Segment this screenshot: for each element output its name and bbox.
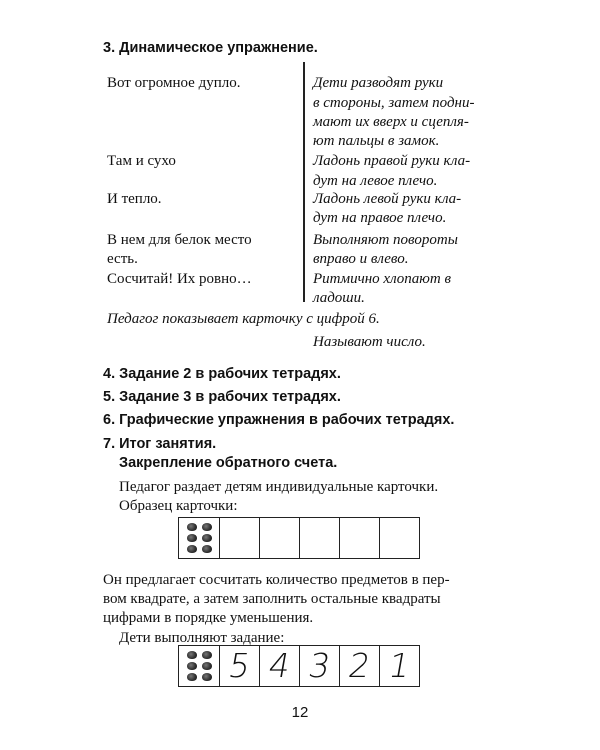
verse-line: Сосчитай! Их ровно… (107, 271, 252, 287)
acorn-icon (202, 534, 212, 542)
action-line: вправо и влево. (313, 251, 409, 267)
children-response: Называют число. (313, 334, 426, 350)
digit: 3 (305, 646, 334, 685)
acorn-icon (202, 662, 212, 670)
action-line: Ладонь левой руки кла- (313, 191, 462, 207)
acorn-icon (202, 651, 212, 659)
sample-card (178, 517, 420, 559)
verse-line: есть. (107, 251, 138, 267)
card-cell-icons (179, 646, 219, 686)
section-3-heading: 3. Динамическое упражнение. (103, 40, 318, 56)
paragraph: Дети выполняют задание: (119, 630, 285, 646)
acorn-icon (202, 545, 212, 553)
action-line: Выполняют повороты (313, 232, 458, 248)
acorn-icons (187, 651, 212, 681)
action-line: дут на правое плечо. (313, 210, 447, 226)
digit: 1 (385, 646, 414, 685)
card-cell-empty (219, 518, 259, 558)
task-5: 5. Задание 3 в рабочих тетрадях. (103, 389, 341, 405)
card-cell-empty (299, 518, 339, 558)
acorn-icon (187, 534, 197, 542)
section-7-heading: 7. Итог занятия. (103, 436, 217, 452)
acorn-icon (187, 523, 197, 531)
task-6: 6. Графические упражнения в рабочих тетрадях. (103, 412, 455, 428)
card-cell-digit (339, 646, 379, 686)
acorn-icon (187, 651, 197, 659)
column-divider (303, 62, 305, 302)
card-cell-digit (219, 646, 259, 686)
acorn-icon (187, 662, 197, 670)
card-cell-empty (379, 518, 419, 558)
paragraph: Образец карточки: (119, 498, 238, 514)
section-7-subheading: Закрепление обратного счета. (119, 455, 338, 471)
card-cell-empty (259, 518, 299, 558)
action-line: Ритмично хлопают в (313, 271, 451, 287)
verse-line: И тепло. (107, 191, 162, 207)
digit: 2 (345, 646, 374, 685)
task-4: 4. Задание 2 в рабочих тетрадях. (103, 366, 341, 382)
teacher-note: Педагог показывает карточку с цифрой 6. (107, 311, 380, 327)
verse-line: Вот огромное дупло. (107, 75, 241, 91)
card-cell-digit (379, 646, 419, 686)
filled-card (178, 645, 420, 687)
verse-line: Там и сухо (107, 153, 176, 169)
paragraph: Педагог раздает детям индивидуальные карточки. (119, 479, 439, 495)
action-line: Дети разводят руки (313, 75, 444, 91)
card-cell-digit (299, 646, 339, 686)
action-line: ют пальцы в замок. (313, 133, 440, 149)
action-line: ладоши. (313, 290, 365, 306)
acorn-icon (187, 545, 197, 553)
verse-line: В нем для белок место (107, 232, 252, 248)
acorn-icon (202, 523, 212, 531)
action-line: дут на левое плечо. (313, 173, 438, 189)
page-number: 12 (291, 704, 309, 721)
acorn-icon (202, 673, 212, 681)
paragraph-line: вом квадрате, а затем заполнить остальные квадраты (103, 591, 441, 607)
card-cell-icons (179, 518, 219, 558)
paragraph-line: цифрами в порядке уменьшения. (103, 610, 314, 626)
card-cell-digit (259, 646, 299, 686)
acorn-icon (187, 673, 197, 681)
paragraph-line: Он предлагает сосчитать количество предметов в пер- (103, 572, 450, 588)
acorn-icons (187, 523, 212, 553)
action-line: мают их вверх и сцепля- (313, 114, 469, 130)
digit: 5 (225, 646, 254, 685)
action-line: Ладонь правой руки кла- (313, 153, 471, 169)
digit: 4 (265, 646, 294, 685)
card-cell-empty (339, 518, 379, 558)
action-line: в стороны, затем подни- (313, 95, 475, 111)
